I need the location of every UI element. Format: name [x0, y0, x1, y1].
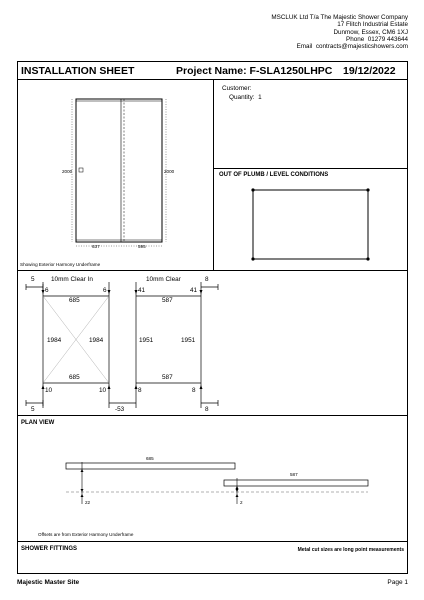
plan-bar-1: [66, 463, 235, 469]
left-height-right: 1984: [89, 337, 104, 344]
elevation-outline: [76, 99, 162, 242]
company-address-2: Dunmow, Essex, CM6 1XJ: [333, 28, 408, 36]
plan-title: PLAN VIEW: [21, 420, 55, 426]
left-top-width: 685: [69, 297, 80, 304]
right-bottom-width: 587: [162, 374, 173, 381]
plumb-title: OUT OF PLUMB / LEVEL CONDITIONS: [219, 172, 329, 178]
plumb-rect: [253, 190, 368, 259]
right-outer-bottom: 8: [205, 406, 209, 413]
right-bottom-right: 8: [192, 387, 196, 394]
quantity-label: Quantity:: [229, 94, 255, 101]
right-outer-top: 8: [205, 276, 209, 283]
left-outer-top: 5: [31, 276, 35, 283]
right-clear-label: 10mm Clear: [146, 276, 181, 283]
plumb-diagram: [251, 188, 369, 260]
elevation-drawing: [72, 99, 166, 246]
right-bottom-left: 8: [138, 387, 142, 394]
left-bottom-right: 10: [99, 387, 107, 394]
phone-value: 01279 443644: [367, 35, 408, 43]
plumb-corner-tr: [366, 188, 369, 191]
footer-page: Page 1: [387, 579, 408, 586]
plumb-corner-tl: [251, 188, 254, 191]
elevation-width-left: 637: [92, 244, 100, 249]
plumb-corner-br: [366, 257, 369, 260]
right-top-right: 41: [190, 287, 198, 294]
email-value: contracts@majesticshowers.com: [315, 43, 408, 51]
left-top-right: 6: [103, 287, 107, 294]
plan-arrows: [81, 469, 239, 497]
quantity-value: 1: [258, 94, 262, 101]
fittings-title: SHOWER FITTINGS: [21, 546, 77, 552]
right-height-left: 1951: [139, 337, 154, 344]
left-height-left: 1984: [47, 337, 62, 344]
customer-label: Customer:: [222, 85, 252, 92]
company-address-1: 17 Flitch Industrial Estate: [337, 21, 408, 29]
left-panel-drawing: [26, 282, 109, 408]
footer-site: Majestic Master Site: [17, 579, 80, 586]
plan-offset-2: 2: [240, 500, 243, 505]
plan-bar-2-label: 587: [290, 472, 298, 477]
elevation-height-left: 2000: [62, 169, 73, 174]
project-name: Project Name: F-SLA1250LHPC: [176, 65, 333, 77]
plumb-corner-bl: [251, 257, 254, 260]
fittings-note: Metal cut sizes are long point measurements: [297, 547, 404, 553]
right-top-left: 41: [138, 287, 146, 294]
left-bottom-width: 685: [69, 374, 80, 381]
elevation-height-right: 2000: [164, 169, 175, 174]
right-height-right: 1951: [181, 337, 196, 344]
plan-offset-1: 22: [85, 500, 91, 505]
company-name: MSCLUK Ltd T/a The Majestic Shower Company: [271, 14, 408, 21]
elevation-caption: Showing Exterior Harmony Underframe: [20, 262, 101, 267]
plan-view-drawing: [66, 462, 368, 504]
elevation-handle: [79, 168, 83, 172]
phone-label: Phone: [346, 35, 365, 43]
right-top-width: 587: [162, 297, 173, 304]
left-clear-label: 10mm Clear In: [51, 276, 93, 283]
plan-bar-1-label: 685: [146, 456, 154, 461]
sheet-title: INSTALLATION SHEET: [21, 65, 135, 77]
left-outer-bottom: 5: [31, 406, 35, 413]
sheet-date: 19/12/2022: [343, 65, 396, 77]
plan-note: Offsets are from Exterior Harmony Underframe: [38, 532, 134, 537]
plan-bar-2: [224, 480, 368, 486]
right-offset: -53: [115, 406, 125, 413]
left-top-left: 6: [45, 287, 49, 294]
email-label: Email: [296, 43, 313, 51]
elevation-width-right: 595: [138, 244, 146, 249]
left-bottom-left: 10: [45, 387, 53, 394]
